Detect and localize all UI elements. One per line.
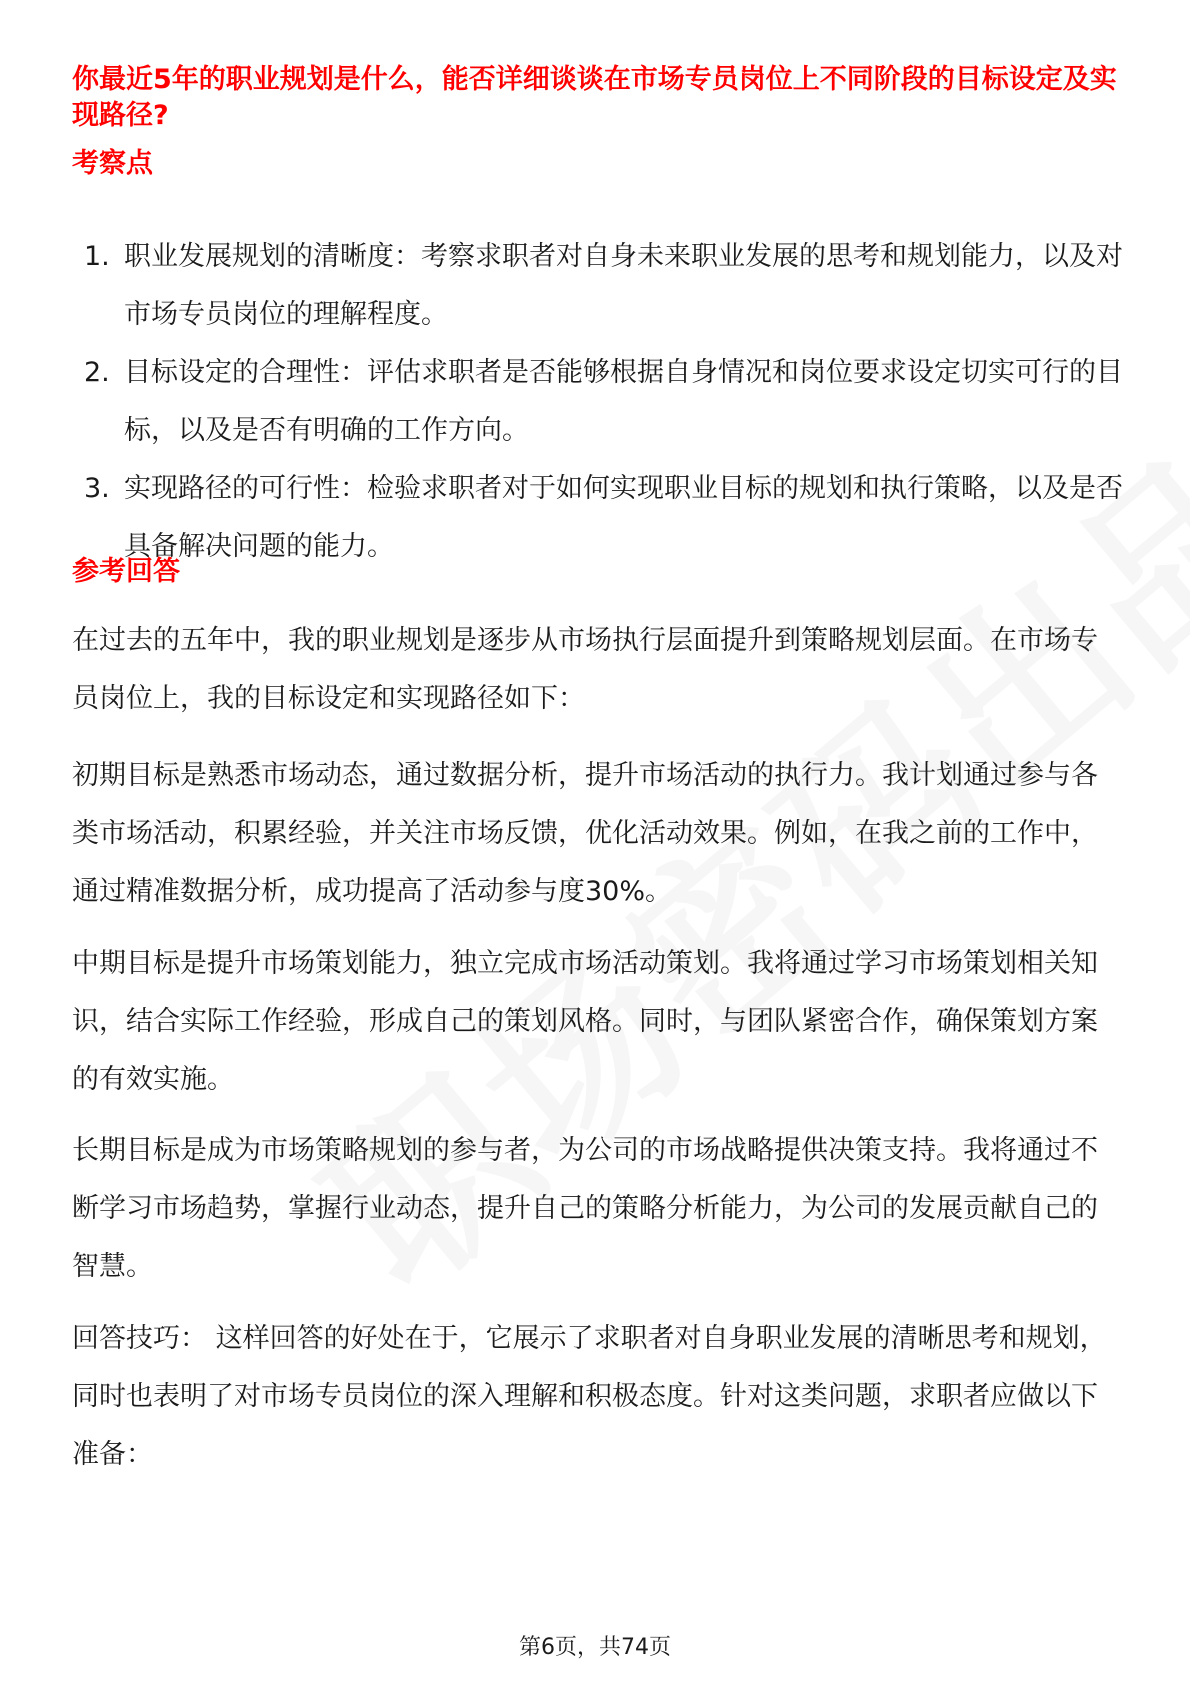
focus-point-text: 实现路径的可行性：检验求职者对于如何实现职业目标的规划和执行策略，以及是否具备解决问题的能力。 xyxy=(124,473,1123,562)
focus-heading: 考察点 xyxy=(72,148,153,179)
page-footer: 第6页，共74页 xyxy=(519,1635,671,1660)
focus-point xyxy=(84,344,1124,460)
answer-paragraph-intro: 在过去的五年中，我的职业规划是逐步从市场执行层面提升到策略规划层面。在市场专员岗位上，我的目标设定和实现路径如下： xyxy=(72,625,1098,714)
answer-heading: 参考回答 xyxy=(72,556,180,587)
answer-paragraph-early: 初期目标是熟悉市场动态，通过数据分析，提升市场活动的执行力。我计划通过参与各类市场活动，积累经验，并关注市场反馈，优化活动效果。例如，在我之前的工作中，通过精准数据分析，成功提高了活动参与度30%。 xyxy=(72,760,1098,907)
focus-point xyxy=(84,228,1124,344)
answer-paragraph-mid: 中期目标是提升市场策划能力，独立完成市场活动策划。我将通过学习市场策划相关知识，结合实际工作经验，形成自己的策划风格。同时，与团队紧密合作，确保策划方案的有效实施。 xyxy=(72,948,1098,1095)
focus-point-number: 3. xyxy=(84,473,110,504)
focus-point-number: 2. xyxy=(84,357,110,388)
question-title: 你最近5年的职业规划是什么，能否详细谈谈在市场专员岗位上不同阶段的目标设定及实现路径? xyxy=(72,64,1117,131)
focus-point-number: 1. xyxy=(84,241,110,272)
answer-paragraph-long: 长期目标是成为市场策略规划的参与者，为公司的市场战略提供决策支持。我将通过不断学习市场趋势，掌握行业动态，提升自己的策略分析能力，为公司的发展贡献自己的智慧。 xyxy=(72,1135,1098,1282)
focus-point-text: 目标设定的合理性：评估求职者是否能够根据自身情况和岗位要求设定切实可行的目标，以及是否有明确的工作方向。 xyxy=(124,357,1123,446)
focus-point-text: 职业发展规划的清晰度：考察求职者对自身未来职业发展的思考和规划能力，以及对市场专员岗位的理解程度。 xyxy=(124,241,1123,330)
focus-points-list xyxy=(84,228,1124,576)
focus-point xyxy=(84,460,1124,576)
answer-tips: 回答技巧： 这样回答的好处在于，它展示了求职者对自身职业发展的清晰思考和规划，同时也表明了对市场专员岗位的深入理解和积极态度。针对这类问题，求职者应做以下准备： xyxy=(72,1323,1107,1470)
